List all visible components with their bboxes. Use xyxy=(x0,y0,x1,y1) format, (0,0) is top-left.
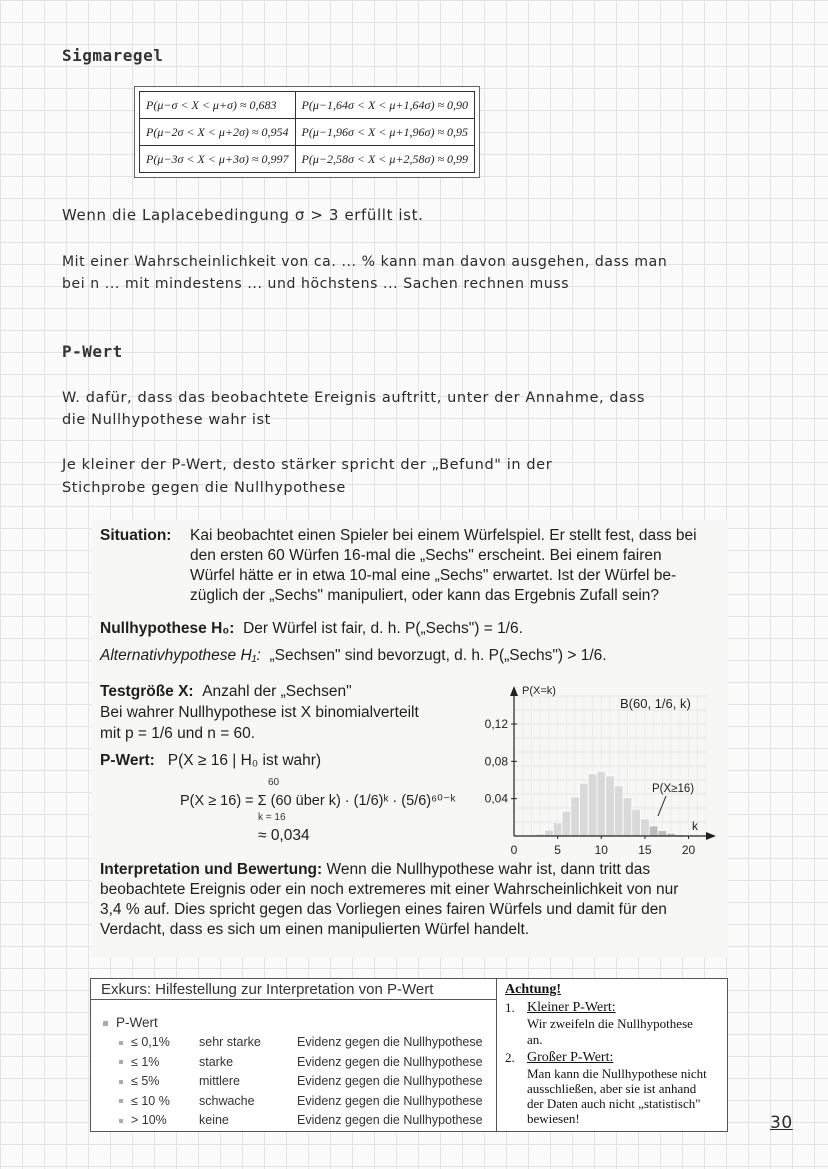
exkurs-title-rule xyxy=(91,999,496,1000)
exkurs-title: Exkurs: Hilfestellung zur Interpretation von P-Wert xyxy=(101,981,434,998)
situation-line: den ersten 60 Würfen 16-mal die „Sechs" erscheint. Bei einem fairen xyxy=(190,547,662,564)
threshold: ≤ 0,1% xyxy=(131,1035,170,1049)
pwert-list-title-text: P-Wert xyxy=(116,1015,158,1030)
h1-line xyxy=(100,646,607,666)
h1-label: Alternativhypothese H₁: xyxy=(100,647,261,664)
item-line: der Daten auch nicht „statistisch" xyxy=(527,1096,701,1111)
test-line xyxy=(100,682,352,702)
test-text: Anzahl der „Sechsen" xyxy=(202,683,352,700)
strength: sehr starke xyxy=(199,1035,261,1049)
pwert-label: P-Wert: xyxy=(100,752,155,769)
evidence: Evidenz gegen die Nullhypothese xyxy=(297,1113,483,1127)
pwert-list-title xyxy=(103,1015,158,1030)
heading-sigmaregel: Sigmaregel xyxy=(62,46,164,65)
binomial-chart xyxy=(470,680,725,858)
sum-lower-limit: k = 16 xyxy=(258,812,286,823)
item-number: 1. xyxy=(505,1000,515,1015)
threshold: ≤ 1% xyxy=(131,1054,160,1069)
x-tick-label: 5 xyxy=(554,843,561,857)
bullet-icon xyxy=(119,1041,123,1045)
achtung-item-1 xyxy=(505,1000,721,1048)
h0-label: Nullhypothese H₀: xyxy=(100,620,235,637)
bullet-icon xyxy=(119,1119,123,1123)
item-line: Wir zweifeln die Nullhypothese xyxy=(527,1016,693,1031)
evidence-list xyxy=(119,1035,483,1133)
item-line: Man kann die Nullhypothese nicht xyxy=(527,1066,707,1081)
interp-label: Interpretation und Bewertung: xyxy=(100,861,323,878)
item-line: ausschließen, aber sie ist anhand xyxy=(527,1081,697,1096)
exkurs-box xyxy=(90,978,728,1132)
bar-k-11 xyxy=(606,776,615,836)
sigma-table-frame xyxy=(134,86,480,178)
item-line: bewiesen! xyxy=(527,1111,580,1126)
note-pwert-rule-2: Stichprobe gegen die Nullhypothese xyxy=(62,480,346,496)
situation-line: Würfel hätte er in etwa 10-mal eine „Sechs" erwartet. Ist der Würfel be- xyxy=(190,567,677,584)
approx-result: ≈ 0,034 xyxy=(258,827,310,844)
table-row xyxy=(140,92,475,119)
bar-k-16 xyxy=(649,826,658,836)
bar-k-7 xyxy=(571,797,580,836)
bar-k-5 xyxy=(553,823,562,836)
x-axis-arrow xyxy=(706,832,716,840)
list-item xyxy=(119,1113,483,1133)
interp-line-text: Wenn die Nullhypothese wahr ist, dann tritt das xyxy=(326,861,651,878)
evidence: Evidenz gegen die Nullhypothese xyxy=(297,1035,483,1049)
situation-line: Kai beobachtet einen Spieler bei einem Würfelspiel. Er stellt fest, dass bei xyxy=(190,527,697,544)
item-number: 2. xyxy=(505,1050,515,1065)
bar-k-14 xyxy=(632,809,641,836)
note-pwert-rule-1: Je kleiner der P-Wert, desto stärker spricht der „Befund" in der xyxy=(62,457,553,473)
list-item xyxy=(119,1054,483,1075)
item-title: Großer P-Wert: xyxy=(527,1050,614,1065)
x-tick-label: 10 xyxy=(594,843,608,857)
interp-line: beobachtete Ereignis oder ein noch extremeres mit einer Wahrscheinlichkeit von nur xyxy=(100,881,679,898)
list-item xyxy=(119,1093,483,1114)
y-tick-label: 0,04 xyxy=(484,791,508,806)
list-item xyxy=(119,1074,483,1094)
table-row xyxy=(140,146,475,173)
bar-k-8 xyxy=(579,783,588,836)
table-row xyxy=(140,119,475,146)
bar-k-17 xyxy=(658,830,667,836)
strength: keine xyxy=(199,1113,229,1127)
y-tick-label: 0,08 xyxy=(484,754,508,769)
item-line: an. xyxy=(527,1032,543,1047)
bar-k-6 xyxy=(562,811,571,836)
note-range: bei n ... mit mindestens ... und höchstens ... Sachen rechnen muss xyxy=(62,276,570,292)
situation-text xyxy=(190,526,725,606)
bullet-icon xyxy=(103,1021,108,1026)
note-pwert-def-2: die Nullhypothese wahr ist xyxy=(62,412,271,428)
chart-bars xyxy=(518,771,701,836)
chart-annotation: P(X≥16) xyxy=(652,783,695,795)
sigma-table xyxy=(139,91,475,173)
note-probability: Mit einer Wahrscheinlichkeit von ca. ... % kann man davon ausgehen, dass man xyxy=(62,254,668,270)
bar-k-9 xyxy=(588,774,597,836)
binom-line-2: mit p = 1/6 und n = 60. xyxy=(100,725,256,742)
evidence: Evidenz gegen die Nullhypothese xyxy=(297,1074,483,1088)
test-label: Testgröße X: xyxy=(100,683,194,700)
x-tick-label: 0 xyxy=(510,843,518,857)
page-number: 30 xyxy=(770,1113,793,1133)
interp-line: 3,4 % auf. Dies spricht gegen das Vorliegen eines fairen Würfels und damit für den xyxy=(100,901,667,918)
pwert-text: P(X ≥ 16 | H₀ ist wahr) xyxy=(167,752,322,769)
y-tick-label: 0,12 xyxy=(484,717,508,731)
list-item xyxy=(119,1035,483,1055)
pwert-line xyxy=(100,751,321,771)
table-cell: P(μ−2,58σ < X < μ+2,58σ) ≈ 0,99 xyxy=(295,146,475,173)
interpretation xyxy=(100,860,725,940)
situation-line: züglich der „Sechs" manipuliert, oder kann das Ergebnis Zufall sein? xyxy=(190,587,660,604)
y-axis-label: P(X=k) xyxy=(522,685,556,697)
achtung-title: Achtung! xyxy=(505,982,562,997)
h1-text: „Sechsen" sind bevorzugt, d. h. P(„Sechs") > 1/6. xyxy=(269,647,607,664)
x-axis-label: k xyxy=(692,819,698,833)
binom-line-1: Bei wahrer Nullhypothese ist X binomialverteilt xyxy=(100,704,419,721)
x-tick-label: 15 xyxy=(638,843,652,857)
strength: mittlere xyxy=(199,1074,240,1088)
bullet-icon xyxy=(119,1080,123,1084)
y-axis-arrow xyxy=(510,686,518,696)
sum-upper-limit: 60 xyxy=(268,777,280,788)
bullet-icon xyxy=(119,1060,123,1064)
strength: schwache xyxy=(199,1093,255,1108)
table-cell: P(μ−3σ < X < μ+3σ) ≈ 0,997 xyxy=(140,146,296,173)
table-cell: P(μ−1,64σ < X < μ+1,64σ) ≈ 0,90 xyxy=(295,92,475,119)
situation-label: Situation: xyxy=(100,527,172,544)
exkurs-divider xyxy=(496,979,497,1131)
h0-line xyxy=(100,619,523,639)
table-cell: P(μ−σ < X < μ+σ) ≈ 0,683 xyxy=(140,92,296,119)
evidence: Evidenz gegen die Nullhypothese xyxy=(297,1093,483,1108)
strength: starke xyxy=(199,1054,234,1069)
bar-k-4 xyxy=(545,830,554,836)
interp-line: Verdacht, dass es sich um einen manipulierten Würfel handelt. xyxy=(100,921,530,938)
achtung-item-2 xyxy=(505,1050,721,1126)
evidence: Evidenz gegen die Nullhypothese xyxy=(297,1054,483,1069)
table-cell: P(μ−1,96σ < X < μ+1,96σ) ≈ 0,95 xyxy=(295,119,475,146)
heading-pwert: P-Wert xyxy=(62,342,123,361)
bullet-icon xyxy=(119,1099,123,1103)
interp-line xyxy=(100,860,725,880)
item-title: Kleiner P-Wert: xyxy=(527,1000,616,1015)
bar-k-10 xyxy=(597,771,606,836)
x-tick-label: 20 xyxy=(681,843,696,857)
formula: P(X ≥ 16) = Σ (60 über k) · (1/6)ᵏ · (5/6)⁶⁰⁻ᵏ xyxy=(180,793,456,809)
threshold: ≤ 10 % xyxy=(131,1093,170,1108)
threshold: > 10% xyxy=(131,1113,167,1127)
bar-k-13 xyxy=(623,798,632,836)
table-cell: P(μ−2σ < X < μ+2σ) ≈ 0,954 xyxy=(140,119,296,146)
bar-k-12 xyxy=(614,786,623,836)
achtung-panel xyxy=(505,982,721,1126)
chart-title: B(60, 1/6, k) xyxy=(620,696,691,711)
note-laplace: Wenn die Laplacebedingung σ > 3 erfüllt ist. xyxy=(62,206,424,224)
bar-k-15 xyxy=(641,819,650,836)
threshold: ≤ 5% xyxy=(131,1074,160,1088)
note-pwert-def-1: W. dafür, dass das beobachtete Ereignis auftritt, unter der Annahme, dass xyxy=(62,390,646,406)
h0-text: Der Würfel ist fair, d. h. P(„Sechs") = 1/6. xyxy=(243,620,523,637)
